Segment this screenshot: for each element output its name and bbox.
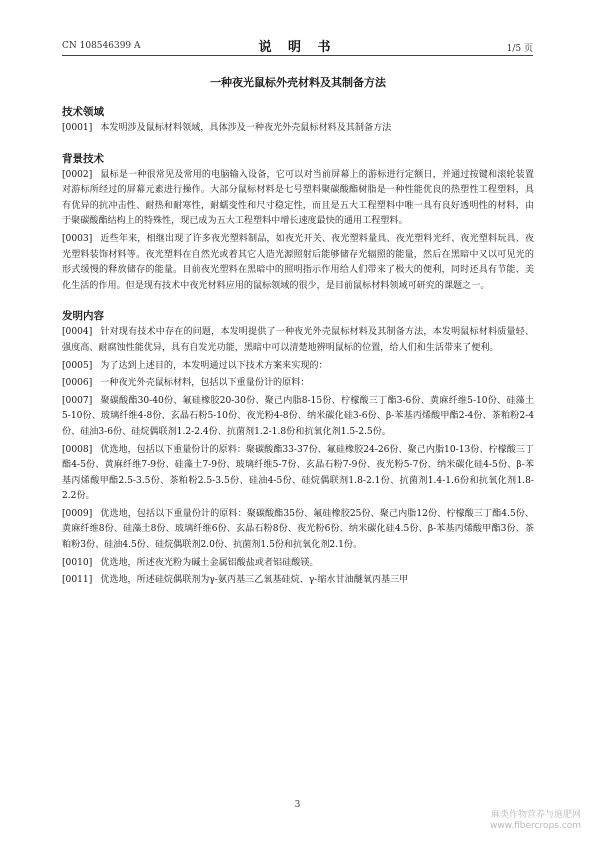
section-heading: 背景技术 [62,152,104,165]
paragraph-text: 优选地，包括以下重量份计的原料：聚碳酸酯33-37份、氟硅橡胶24-26份、聚己内脂10-13份、柠檬酸三丁酯4-5份、黄麻纤维7-9份、硅藻土7-9份、玻璃纤维5-7份、玄晶石粉7-9份、夜光粉5-7份、纳米碳化硅4-5份、β-苯基丙烯酸甲酯2.5-3.5份、茶粕粉2.5-3.5份、硅油4-5份、硅烷偶联剂1.8-2.1份、抗菌剂1.4-1.6份和抗氧化剂1.8-2.2份。 [62,444,534,502]
watermark-line1: 麻类作物营养与施肥网 [490,810,581,820]
paragraph [62,507,534,554]
paragraph-number: [0009] [62,508,93,519]
paragraph-text: 优选地，所述夜光粉为碱土金属铝酸盐或者铝硅酸镁。 [100,557,319,568]
document-type: 说 明 书 [258,40,337,55]
paragraph-text: 近些年来，相继出现了许多夜光塑料制品，如夜光开关、夜光塑料量具、夜光塑料光纤、夜光塑料玩具、夜光塑料装饰材料等。夜光塑料在自然光或着其它人造光源照射后能够储存光辐照的能量，然后在黑暗中又以可见光的形式缓慢的释放储存的能量。目前夜光塑料在黑暗中的照明指示作用给人们带来了极大的便利，同时还具有节能、美化生活的作用。但是现有技术中夜光材料应用的鼠标领域的很少，是目前鼠标材料领域可研究的课题之一。 [62,233,534,291]
paragraph-text: 优选地，所述硅烷偶联剂为γ-氨丙基三乙氧基硅烷、γ-缩水甘油醚氧丙基三甲 [100,575,409,586]
paragraph [62,121,534,137]
paragraph-number: [0007] [62,395,93,406]
paragraph-number: [0001] [62,123,93,133]
paragraph [62,556,534,572]
paragraph-number: [0006] [62,378,93,389]
paragraph-text: 针对现有技术中存在的问题，本发明提供了一种夜光外壳鼠标材料及其制备方法，本发明鼠标材料质量轻、强度高、耐腐蚀性能优异，具有自发光功能，黑暗中可以清楚地辨明鼠标的位置，给人们和生活带来了便利。 [62,327,534,353]
paragraph-number: [0011] [62,575,93,586]
paragraph-number: [0010] [62,557,93,568]
paragraph-number: [0003] [62,233,93,244]
paragraph [62,325,534,356]
paragraph-number: [0005] [62,360,93,371]
paragraph-text: 为了达到上述目的，本发明通过以下技术方案来实现的： [100,360,328,371]
paragraph [62,168,534,230]
watermark-line2: www.fibercrops.com [490,821,581,831]
paragraph [62,232,534,294]
paragraph [62,359,534,375]
page-header [62,32,533,55]
paragraph [62,573,534,589]
document-body [62,60,534,591]
paragraph-text: 鼠标是一种很常见及常用的电脑输入设备，它可以对当前屏幕上的游标进行定额日，并通过按键和滚轮装置对游标所经过的屏幕元素进行操作。大部分鼠标材料是七号塑料聚碳酸酯树脂是一种性能优良的热塑性工程塑料，具有优异的抗冲击性、耐热和耐寒性，耐蠕变性和尺寸稳定性，而且是五大工程塑料中唯一具有良好透明性的材料，由于聚碳酸酯结构上的特殊性，现已成为五大工程塑料中增长速度最快的通用工程塑料。 [62,169,534,227]
paragraph-text: 一种夜光外壳鼠标材料，包括以下重量份计的原料： [100,378,310,389]
paragraph-number: [0008] [62,444,93,455]
paragraph-text: 本发明涉及鼠标材料领域，具体涉及一种夜光外壳鼠标材料及其制备方法 [100,123,392,133]
page-of: 1/5 页 [506,44,533,54]
header-rule [62,55,533,56]
page-number: 3 [294,800,301,810]
paragraph-text: 聚碳酸酯30-40份、氟硅橡胶20-30份、聚己内脂8-15份、柠檬酸三丁酯3-6份、黄麻纤维5-10份、硅藻土5-10份、玻璃纤维4-8份、玄晶石粉5-10份、夜光粉4-8份、纳米碳化硅3-6份、β-苯基丙烯酸甲酯2-4份、茶粕粉2-4份、硅油3-6份、硅烷偶联剂1.2-2.4份、抗菌剂1.2-1.8份和抗氧化剂1.5-2.5份。 [62,395,534,437]
document-title: 一种夜光鼠标外壳材料及其制备方法 [210,76,386,89]
publication-number: CN 108546399 A [62,41,141,51]
paragraph-text: 优选地，包括以下重量份计的原料：聚碳酸酯35份、氟硅橡胶25份、聚己内脂12份、柠檬酸三丁酯4.5份、黄麻纤维8份、硅藻土8份、玻璃纤维6份、玄晶石粉8份、夜光粉6份、纳米碳化硅4.5份、β-苯基丙烯酸甲酯3份、茶粕粉3份、硅油4.5份、硅烷偶联剂2.0份、抗菌剂1.5份和抗氧化剂2.1份。 [62,508,534,551]
paragraph-number: [0004] [62,327,93,338]
paragraph [62,376,534,392]
section-heading: 发明内容 [62,310,104,323]
paragraph [62,394,534,441]
paragraph-number: [0002] [62,169,93,180]
watermark [490,810,581,832]
section-heading: 技术领域 [62,106,104,118]
paragraph [62,443,534,505]
